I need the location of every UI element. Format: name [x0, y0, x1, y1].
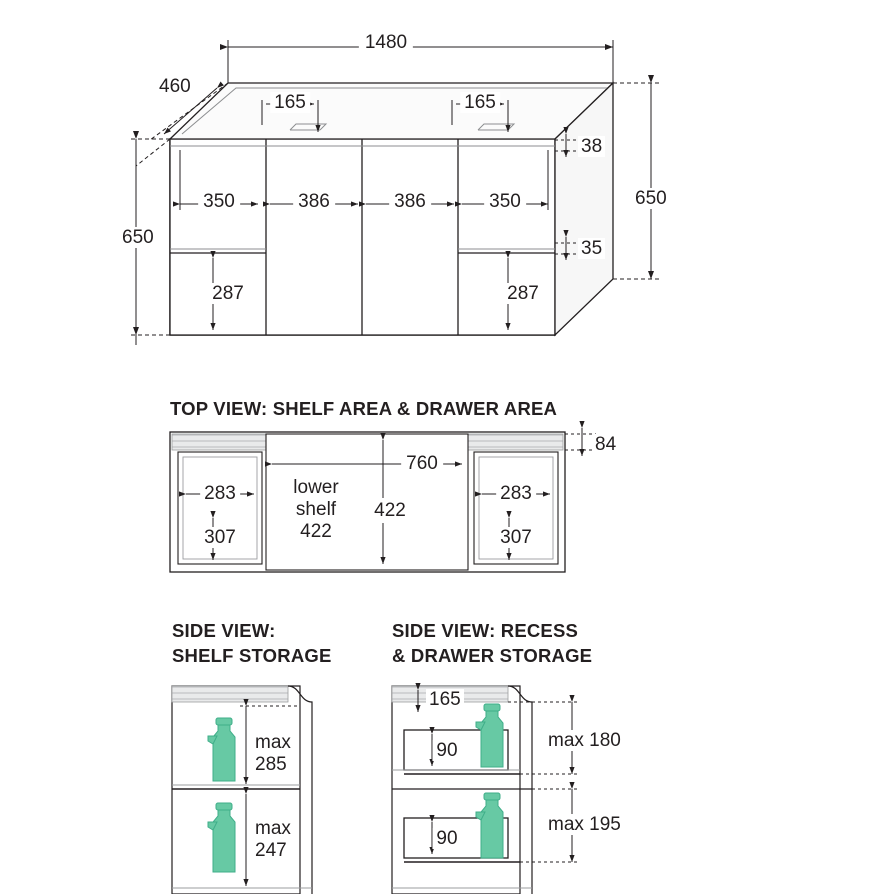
label-shelf-max-lower-line2: 247 [252, 840, 290, 861]
dim-front-door-height-right: 287 [503, 283, 543, 304]
dim-front-door-height-left: 287 [208, 283, 248, 304]
side-recess-geometry [392, 686, 532, 894]
dim-drawer-upper-height: 90 [432, 740, 461, 761]
dim-front-bay-2: 386 [293, 191, 335, 212]
label-lower-shelf-line3: 422 [300, 521, 332, 542]
dim-top-lower-shelf-width: 760 [401, 453, 443, 474]
dim-drawer-lower-height: 90 [432, 828, 461, 849]
dim-front-bay-3: 386 [389, 191, 431, 212]
label-recess-max-lower: max 195 [545, 814, 624, 835]
dim-front-handle-inset-right: 165 [460, 92, 500, 113]
dim-front-bay-1: 350 [198, 191, 240, 212]
dim-top-right-width: 283 [496, 483, 536, 504]
dim-top-left-depth: 307 [200, 527, 240, 548]
dim-top-front-strip: 84 [592, 434, 619, 455]
dim-front-height-right: 650 [632, 188, 670, 209]
dim-front-height-left: 650 [119, 227, 157, 248]
heading-side-shelf-line1: SIDE VIEW: [172, 620, 276, 641]
label-shelf-max-upper-line1: max [252, 732, 294, 753]
heading-side-shelf-line2: SHELF STORAGE [172, 645, 332, 666]
side-shelf-geometry [172, 686, 312, 894]
dim-front-bay-4: 350 [484, 191, 526, 212]
dim-front-top-gap: 38 [578, 136, 605, 157]
label-recess-max-upper: max 180 [545, 730, 624, 751]
dim-front-handle-inset-left: 165 [270, 92, 310, 113]
dim-recess-height: 165 [426, 689, 464, 710]
dim-front-overall-width: 1480 [359, 32, 413, 53]
heading-top-view: TOP VIEW: SHELF AREA & DRAWER AREA [170, 398, 558, 419]
label-shelf-max-lower-line1: max [252, 818, 294, 839]
label-lower-shelf-line2: shelf [295, 499, 337, 520]
dim-top-left-width: 283 [200, 483, 240, 504]
dim-front-mid-gap: 35 [578, 238, 605, 259]
dim-front-depth: 460 [156, 76, 194, 97]
label-lower-shelf-line1: lower [293, 477, 339, 498]
dim-top-right-depth: 307 [496, 527, 536, 548]
dim-top-lower-shelf-depth: 422 [370, 498, 410, 523]
heading-side-recess-line2: & DRAWER STORAGE [392, 645, 593, 666]
heading-side-recess-line1: SIDE VIEW: RECESS [392, 620, 579, 641]
label-shelf-max-upper-line2: 285 [252, 754, 290, 775]
